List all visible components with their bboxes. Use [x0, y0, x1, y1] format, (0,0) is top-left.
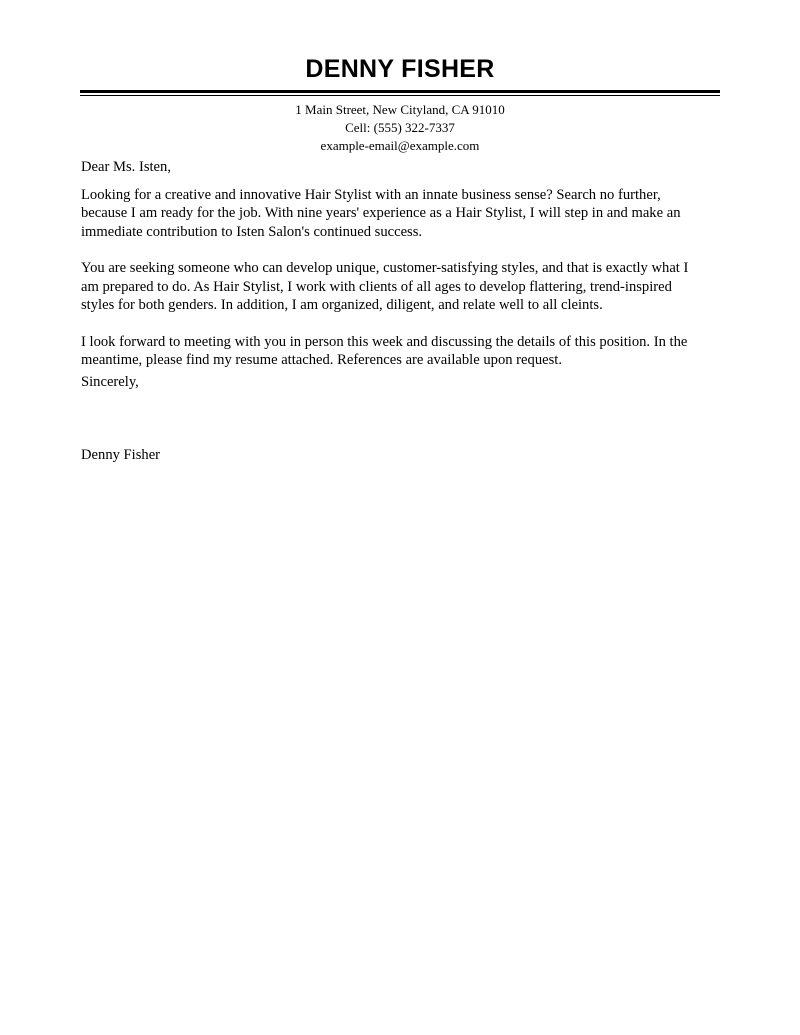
paragraph-2-line-2: am prepared to do. As Hair Stylist, I work with clients of all ages to develop flattering, trend-inspired: [81, 278, 672, 295]
paragraph-1-line-3: immediate contribution to Isten Salon's continued success.: [81, 223, 423, 240]
signature-name: Denny Fisher: [81, 447, 161, 463]
paragraph-1-line-2: because I am ready for the job. With nine years' experience as a Hair Stylist, I will step in and make an: [81, 205, 681, 221]
paragraph-2-line-3: styles for both genders. In addition, I am organized, diligent, and relate well to all cleints.: [81, 297, 603, 313]
paragraph-2: [81, 259, 721, 315]
header-rule-thick: [80, 90, 720, 93]
header-rule-thin: [80, 95, 720, 96]
paragraph-1: [81, 186, 721, 242]
paragraph-3-line-1: I look forward to meeting with you in person this week and discussing the details of this position. In the: [81, 333, 688, 350]
contact-block: [0, 101, 800, 155]
salutation: Dear Ms. Isten,: [81, 159, 171, 175]
paragraph-1-line-1: Looking for a creative and innovative Hair Stylist with an innate business sense? Search no further,: [81, 186, 661, 203]
paragraph-3: [81, 333, 721, 370]
contact-phone: Cell: (555) 322-7337: [345, 120, 455, 135]
contact-address: 1 Main Street, New Cityland, CA 91010: [295, 102, 505, 117]
sender-name-heading: DENNY FISHER: [305, 55, 495, 83]
closing: Sincerely,: [81, 373, 139, 390]
letter-body: [81, 158, 721, 465]
paragraph-3-line-2: meantime, please find my resume attached. References are available upon request.: [81, 352, 562, 368]
contact-email: example-email@example.com: [320, 138, 480, 153]
paragraph-2-line-1: You are seeking someone who can develop unique, customer-satisfying styles, and that is exactly what I: [81, 260, 689, 276]
